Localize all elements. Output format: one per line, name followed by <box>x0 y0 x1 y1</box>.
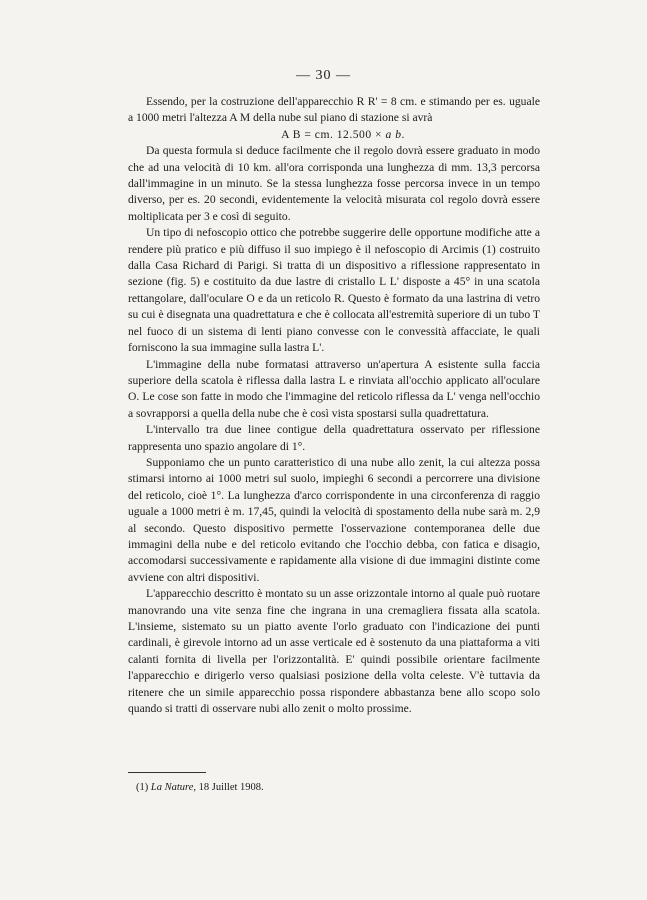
footnote-marker: (1) <box>136 782 149 793</box>
paragraph: L'apparecchio descritto è montato su un asse orizzontale intorno al quale può ruotare manovrando una vite senza fine che ingrana in una cremagliera fissata alla scatola. L'insieme, sistemato su un piatto avente l'orlo graduato con l'indicazione dei punti cardinali, è girevole intorno ad un asse verticale ed è sostenuto da una piattaforma a viti calanti fornita di livella per l'orizzontalità. E' quindi possibile orientare facilmente l'apparecchio e dirigerlo verso qualsiasi posizione della volta celeste. V'è tuttavia da ritenere che un simile apparecchio possa rispondere abbastanza bene allo scopo solo quando si tratti di osservare nubi allo zenit o molto prossime. <box>128 587 540 716</box>
paragraph: L'intervallo tra due linee contigue della quadrettatura osservato per riflessione rappresenta uno spazio angolare di 1°. <box>128 423 540 453</box>
footnote-source-title: La Nature <box>150 782 194 793</box>
formula-end: . <box>401 127 405 141</box>
paragraph: L'immagine della nube formatasi attraverso un'apertura A esistente sulla faccia superiore della scatola è riflessa dalla lastra L e rinviata all'occhio applicato all'oculare O. Le cose son fatte in modo che l'immagine del reticolo riflessa da L' venga nell'occhio a sovrapporsi a quella della nube che è così vista spostarsi sulla quadrettatura. <box>128 357 540 420</box>
page-number: — 30 — <box>296 68 351 83</box>
paragraph: Un tipo di nefoscopio ottico che potrebbe suggerire delle opportune modifiche atte a rendere più pratico e più diffuso il suo impiego è il nefoscopio di Arcimis (1) costruito dalla Casa Richard di Parigi. Si tratta di un dispositivo a riflessione rappresentato in sezione (fig. 5) e costituito da due lastre di cristallo L L' disposte a 45° in una scatola rettangolare, dall'oculare O e da un reticolo R. Questo è formato da una lastrina di vetro su cui è disegnata una quadrettatura e che è collocata all'estremità superiore di un tubo T nel fuoco di un sistema di lenti piano convesse con le convessità affacciate, le quali forniscono la sua immagine sulla lastra L'. <box>128 226 540 355</box>
paragraph: Supponiamo che un punto caratteristico di una nube allo zenit, la cui altezza possa stimarsi intorno ai 1000 metri sul suolo, impieghi 6 secondi a percorrere una divisione del reticolo, cioè 1°. La lunghezza d'arco corrispondente in una circonferenza di raggio uguale a 1000 metri è m. 17,45, quindi la velocità di spostamento della nube sarà m. 2,9 al secondo. Questo dispositivo permette l'osservazione contemporanea delle due immagini della nube e del reticolo evitando che l'occhio debba, con fatica e disagio, accomodarsi successivamente e rapidamente alla visione di due immagini distinte come avviene con altri dispositivi. <box>128 455 540 584</box>
footnote-date: , 18 Juillet 1908. <box>193 782 264 793</box>
body-text <box>128 94 540 717</box>
footnote-divider <box>128 772 206 773</box>
paragraph: Da questa formula si deduce facilmente che il regolo dovrà essere graduato in modo che ad una velocità di 10 km. all'ora corrisponda una lunghezza di mm. 13,3 percorsa dall'immagine in un minuto. Se la stessa lunghezza fosse percorsa invece in un tempo diverso, per es. 20 secondi, evidentemente la velocità misurata col regolo dovrà essere moltiplicata per 3 e così di seguito. <box>128 144 540 223</box>
formula-lhs: A B = cm. 12.500 <box>281 127 372 141</box>
formula-a: a <box>385 127 392 141</box>
formula-b: b <box>395 127 402 141</box>
footnote <box>136 781 264 795</box>
paragraph: Essendo, per la costruzione dell'apparecchio R R' = 8 cm. e stimando per es. uguale a 1000 metri l'altezza A M della nube sul piano di stazione si avrà <box>128 95 540 125</box>
formula-times: × <box>375 127 383 141</box>
formula <box>128 127 540 143</box>
